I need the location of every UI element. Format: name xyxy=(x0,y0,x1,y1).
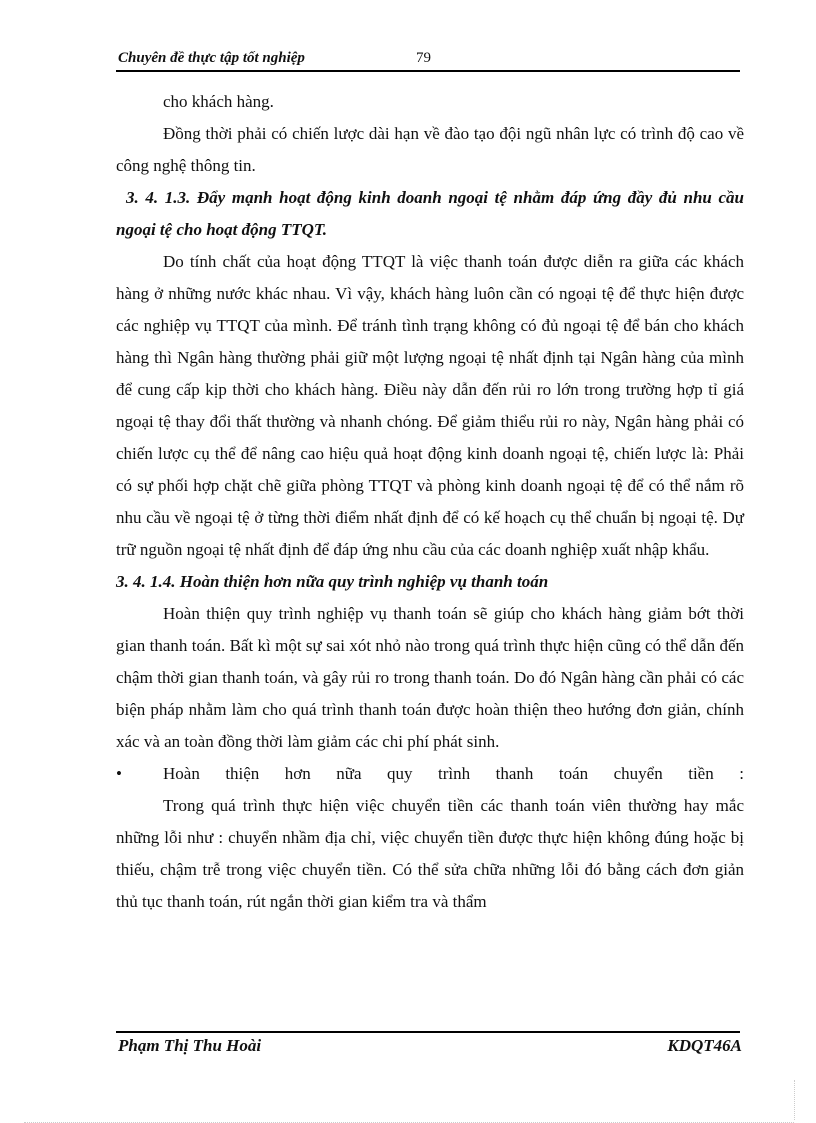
bullet-word: trình xyxy=(438,764,471,783)
bullet-word: thiện xyxy=(225,764,260,783)
page-edge-marker xyxy=(794,1080,795,1120)
footer-code: KDQT46A xyxy=(667,1036,742,1055)
bullet-word: Hoàn xyxy=(163,764,200,783)
bullet-word: tiền xyxy=(688,764,714,783)
bullet-icon: • xyxy=(116,764,122,783)
bullet-word: chuyển xyxy=(613,764,663,783)
section-heading-3-4-1-4: 3. 4. 1.4. Hoàn thiện hơn nữa quy trình nghiệp vụ thanh toán xyxy=(116,572,549,591)
bullet-item xyxy=(116,758,744,790)
footer-author: Phạm Thị Thu Hoài xyxy=(118,1036,262,1055)
page-header xyxy=(116,48,740,72)
paragraph: cho khách hàng. xyxy=(163,92,274,111)
page-footer xyxy=(116,1036,744,1060)
paragraph: Hoàn thiện quy trình nghiệp vụ thanh toán sẽ giúp cho khách hàng giảm bớt thời gian thanh toán. Bất kì một sự sai xót nhỏ nào trong quá trình thực hiện cũng có thể dẫn đến chậm thời gian thanh toán, và gây rủi ro trong thanh toán. Do đó Ngân hàng cần phải có các biện pháp nhằm làm cho quá trình thanh toán được hoàn thiện theo hướng đơn giản, chính xác và an toàn đồng thời làm giảm các chi phí phát sinh. xyxy=(116,604,744,751)
page-number: 79 xyxy=(416,50,431,66)
section-heading-3-4-1-3: 3. 4. 1.3. Đẩy mạnh hoạt động kinh doanh ngoại tệ nhằm đáp ứng đầy đủ nhu cầu ngoại tệ cho hoạt động TTQT. xyxy=(116,188,744,239)
bullet-word: toán xyxy=(558,764,589,783)
bullet-word: hơn xyxy=(284,764,311,783)
bullet-word: nữa xyxy=(336,764,362,783)
paragraph: Do tính chất của hoạt động TTQT là việc thanh toán được diễn ra giữa các khách hàng ở những nước khác nhau. Vì vậy, khách hàng luôn cần có ngoại tệ để thực hiện được các nghiệp vụ TTQT của mình. Để tránh tình trạng không có đủ ngoại tệ để bán cho khách hàng thì Ngân hàng thường phải giữ một lượng ngoại tệ nhất định tại Ngân hàng của mình để cung cấp kịp thời cho khách hàng. Điều này dẫn đến rủi ro lớn trong trường hợp tỉ giá ngoại tệ thay đổi thất thường và nhanh chóng. Để giảm thiểu rủi ro này, Ngân hàng phải có chiến lược cụ thể để nâng cao hiệu quả hoạt động kinh doanh ngoại tệ, chiến lược là: Phải có sự phối hợp chặt chẽ giữa phòng TTQT và phòng kinh doanh ngoại tệ để có thể nắm rõ nhu cầu về ngoại tệ ở từng thời điểm nhất định để có kế hoạch cụ thể chuẩn bị ngoại tệ. Dự trữ nguồn ngoại tệ nhất định để đáp ứng nhu cầu của các doanh nghiệp xuất nhập khẩu. xyxy=(116,252,744,559)
bullet-word: quy xyxy=(387,764,413,783)
bullet-word: thanh xyxy=(495,764,534,783)
page-body xyxy=(116,86,744,918)
paragraph: Trong quá trình thực hiện việc chuyển tiền các thanh toán viên thường hay mắc những lỗi như : chuyển nhầm địa chỉ, việc chuyển tiền được thực hiện không đúng hoặc bị thiếu, chậm trễ trong việc chuyển tiền. Có thể sửa chữa những lỗi đó bằng cách đơn giản thủ tục thanh toán, rút ngắn thời gian kiểm tra và thẩm xyxy=(116,796,744,911)
paragraph: Đồng thời phải có chiến lược dài hạn về đào tạo đội ngũ nhân lực có trình độ cao về công nghệ thông tin. xyxy=(116,124,744,175)
bullet-word: : xyxy=(739,764,744,783)
bullet-text xyxy=(163,758,744,790)
footer-divider xyxy=(116,1031,740,1033)
header-title: Chuyên đề thực tập tốt nghiệp xyxy=(118,50,305,66)
